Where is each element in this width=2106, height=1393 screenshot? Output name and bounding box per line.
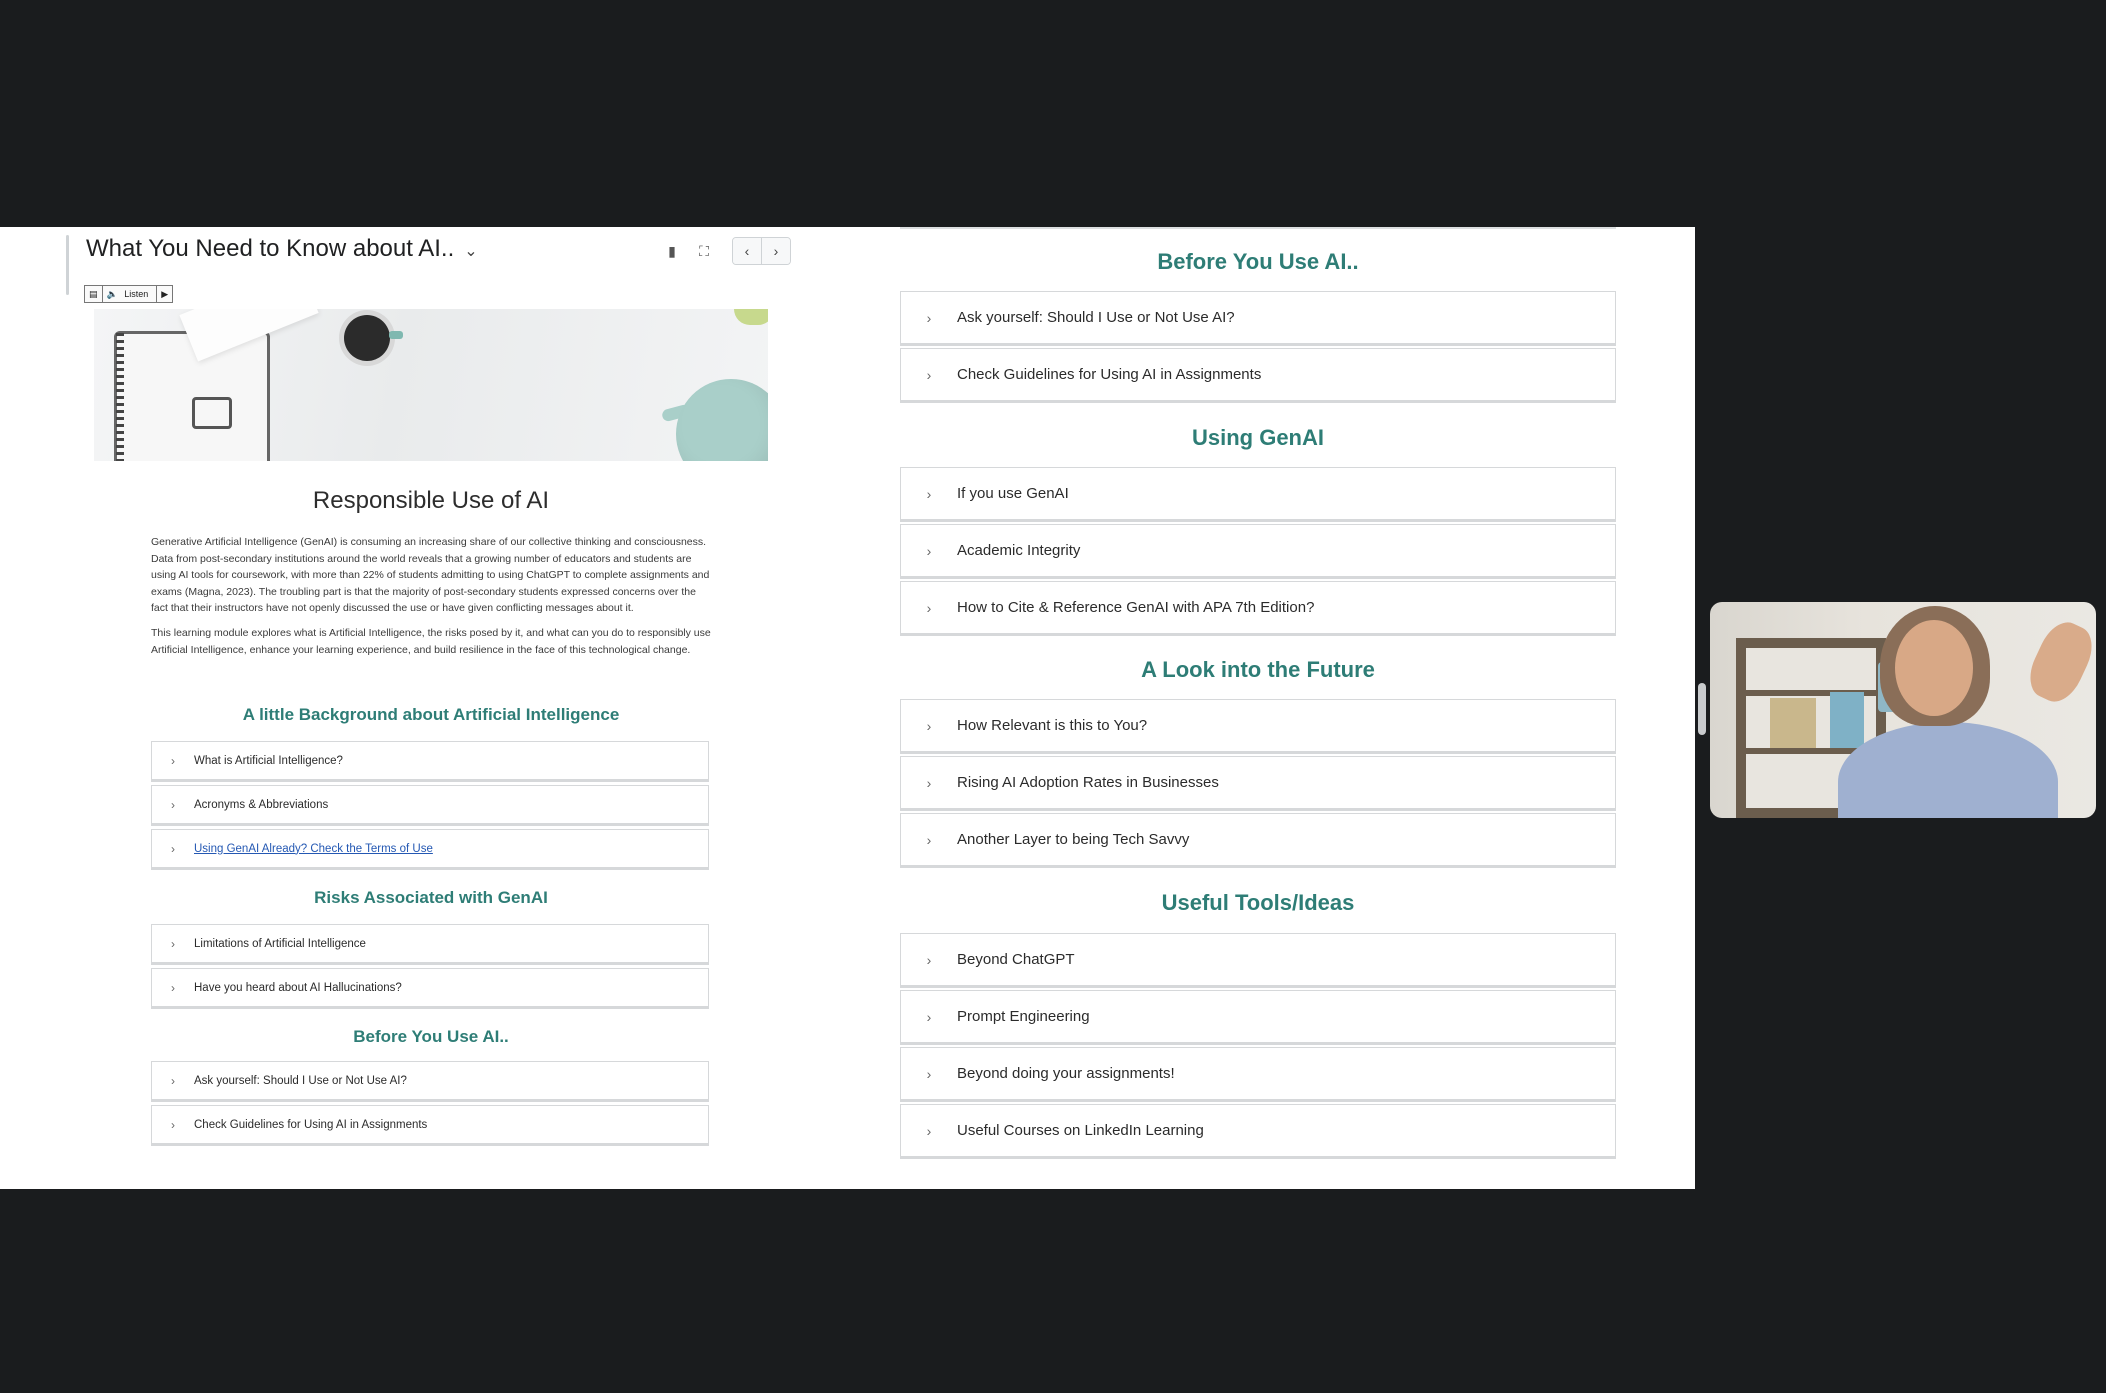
terms-of-use-link[interactable]: Using GenAI Already? Check the Terms of Use (194, 842, 433, 855)
bookmark-icon[interactable]: ▮ (668, 242, 676, 259)
accordion (900, 291, 1616, 405)
accordion-item[interactable]: › Academic Integrity (900, 524, 1616, 579)
fullscreen-icon[interactable]: ⛶ (699, 242, 709, 259)
accordion-item[interactable]: › How Relevant is this to You? (900, 699, 1616, 754)
section-title: A Look into the Future (1141, 657, 1375, 682)
accordion (151, 741, 709, 873)
accordion-item[interactable]: › Ask yourself: Should I Use or Not Use AI? (151, 1061, 709, 1102)
chevron-left-icon: ‹ (744, 243, 750, 259)
listen-button[interactable]: 🔈 Listen (102, 286, 157, 302)
accordion (900, 699, 1616, 870)
accordion-item[interactable] (151, 829, 709, 870)
shared-screen (0, 227, 1695, 1189)
course-content-zoomed-pane (900, 227, 1616, 1189)
accordion-item[interactable]: › Beyond doing your assignments! (900, 1047, 1616, 1102)
accordion-item[interactable]: › How to Cite & Reference GenAI with APA 7th Edition? (900, 581, 1616, 636)
page-heading: Responsible Use of AI (312, 487, 550, 514)
accordion-item[interactable]: › Prompt Engineering (900, 990, 1616, 1045)
chevron-right-icon: › (171, 936, 175, 951)
module-title-dropdown[interactable] (86, 235, 478, 263)
teapot-illustration (676, 379, 768, 461)
course-content-pane (62, 227, 782, 1189)
banner-image (94, 309, 768, 461)
intro-paragraph: Generative Artificial Intelligence (GenAI) is consuming an increasing share of our collective thinking and consciousness. Data from post-secondary institutions around the world reveals that a growing number of educators and students are using AI tools for coursework, with more than 22% of students admitting to using ChatGPT to complete assignments and exams (Magna, 2023). The troubling part is that the majority of post-secondary students expressed concerns over the fact that their instructors have not openly discussed the use or have given conflicting messages about it. (151, 536, 710, 615)
accordion (900, 467, 1616, 638)
chevron-right-icon: › (171, 753, 175, 768)
section-title: Before You Use AI.. (353, 1027, 509, 1046)
chevron-right-icon: › (926, 774, 932, 791)
panel-resize-handle[interactable] (1698, 683, 1706, 735)
topic-navigation (732, 237, 791, 265)
section-title: Using GenAI (1191, 425, 1324, 450)
readspeaker-bar (84, 285, 173, 303)
accordion-item[interactable]: › Ask yourself: Should I Use or Not Use AI? (900, 291, 1616, 346)
intro-text (151, 534, 713, 666)
chevron-right-icon: › (171, 1073, 175, 1088)
accordion (151, 924, 709, 1012)
chevron-right-icon: › (926, 1065, 932, 1082)
accordion-item[interactable]: › Limitations of Artificial Intelligence (151, 924, 709, 965)
menu-icon[interactable]: ▤ (89, 288, 98, 299)
plant-illustration (734, 309, 768, 325)
chevron-right-icon: › (773, 243, 779, 259)
accordion-item[interactable]: › Check Guidelines for Using AI in Assignments (151, 1105, 709, 1146)
accordion-item[interactable]: › Another Layer to being Tech Savvy (900, 813, 1616, 868)
section-title: Useful Tools/Ideas (1161, 890, 1355, 915)
play-icon[interactable]: ▶ (156, 286, 172, 302)
binder-clip-illustration (192, 397, 232, 429)
chevron-right-icon: › (926, 542, 932, 559)
chevron-right-icon: › (926, 717, 932, 734)
module-title: What You Need to Know about AI.. (86, 235, 455, 262)
chevron-right-icon: › (926, 1008, 932, 1025)
accordion-item[interactable]: › What is Artificial Intelligence? (151, 741, 709, 782)
next-topic-button[interactable] (761, 238, 790, 264)
chevron-right-icon: › (926, 951, 932, 968)
accordion-item[interactable]: › Have you heard about AI Hallucinations? (151, 968, 709, 1009)
chevron-right-icon: › (926, 485, 932, 502)
accordion (151, 1061, 709, 1161)
intro-paragraph: This learning module explores what is Artificial Intelligence, the risks posed by it, and what can you do to responsibly use Artificial Intelligence, enhance your learning experience, and build resilience in the face of this technological change. (151, 626, 711, 656)
chevron-right-icon: › (926, 599, 932, 616)
accordion (900, 933, 1616, 1161)
topic-toolbar (662, 237, 791, 265)
previous-topic-button[interactable] (733, 238, 761, 264)
accordion-item[interactable]: › Beyond ChatGPT (900, 933, 1616, 988)
chevron-down-icon: ⌄ (464, 243, 478, 260)
accordion-item[interactable]: › Rising AI Adoption Rates in Businesses (900, 756, 1616, 811)
accordion-item[interactable]: › Check Guidelines for Using AI in Assignments (900, 348, 1616, 403)
accordion-item[interactable]: › Useful Courses on LinkedIn Learning (900, 1104, 1616, 1159)
accordion-item[interactable]: › Acronyms & Abbreviations (151, 785, 709, 826)
pane-resize-handle[interactable] (66, 235, 69, 295)
chevron-right-icon: › (171, 797, 175, 812)
chevron-right-icon: › (926, 366, 932, 383)
coffee-cup-illustration (344, 315, 390, 361)
chevron-right-icon: › (171, 980, 175, 995)
section-title: Before You Use AI.. (1157, 249, 1359, 274)
chevron-right-icon: › (926, 309, 932, 326)
notebook-illustration (114, 331, 270, 461)
section-title: Risks Associated with GenAI (314, 888, 548, 907)
chevron-right-icon: › (171, 841, 175, 856)
participant-video-tile[interactable] (1710, 602, 2096, 818)
chevron-right-icon: › (926, 831, 932, 848)
chevron-right-icon: › (171, 1117, 175, 1132)
accordion-item[interactable]: › If you use GenAI (900, 467, 1616, 522)
section-title: A little Background about Artificial Intelligence (242, 705, 620, 724)
chevron-right-icon: › (926, 1122, 932, 1139)
